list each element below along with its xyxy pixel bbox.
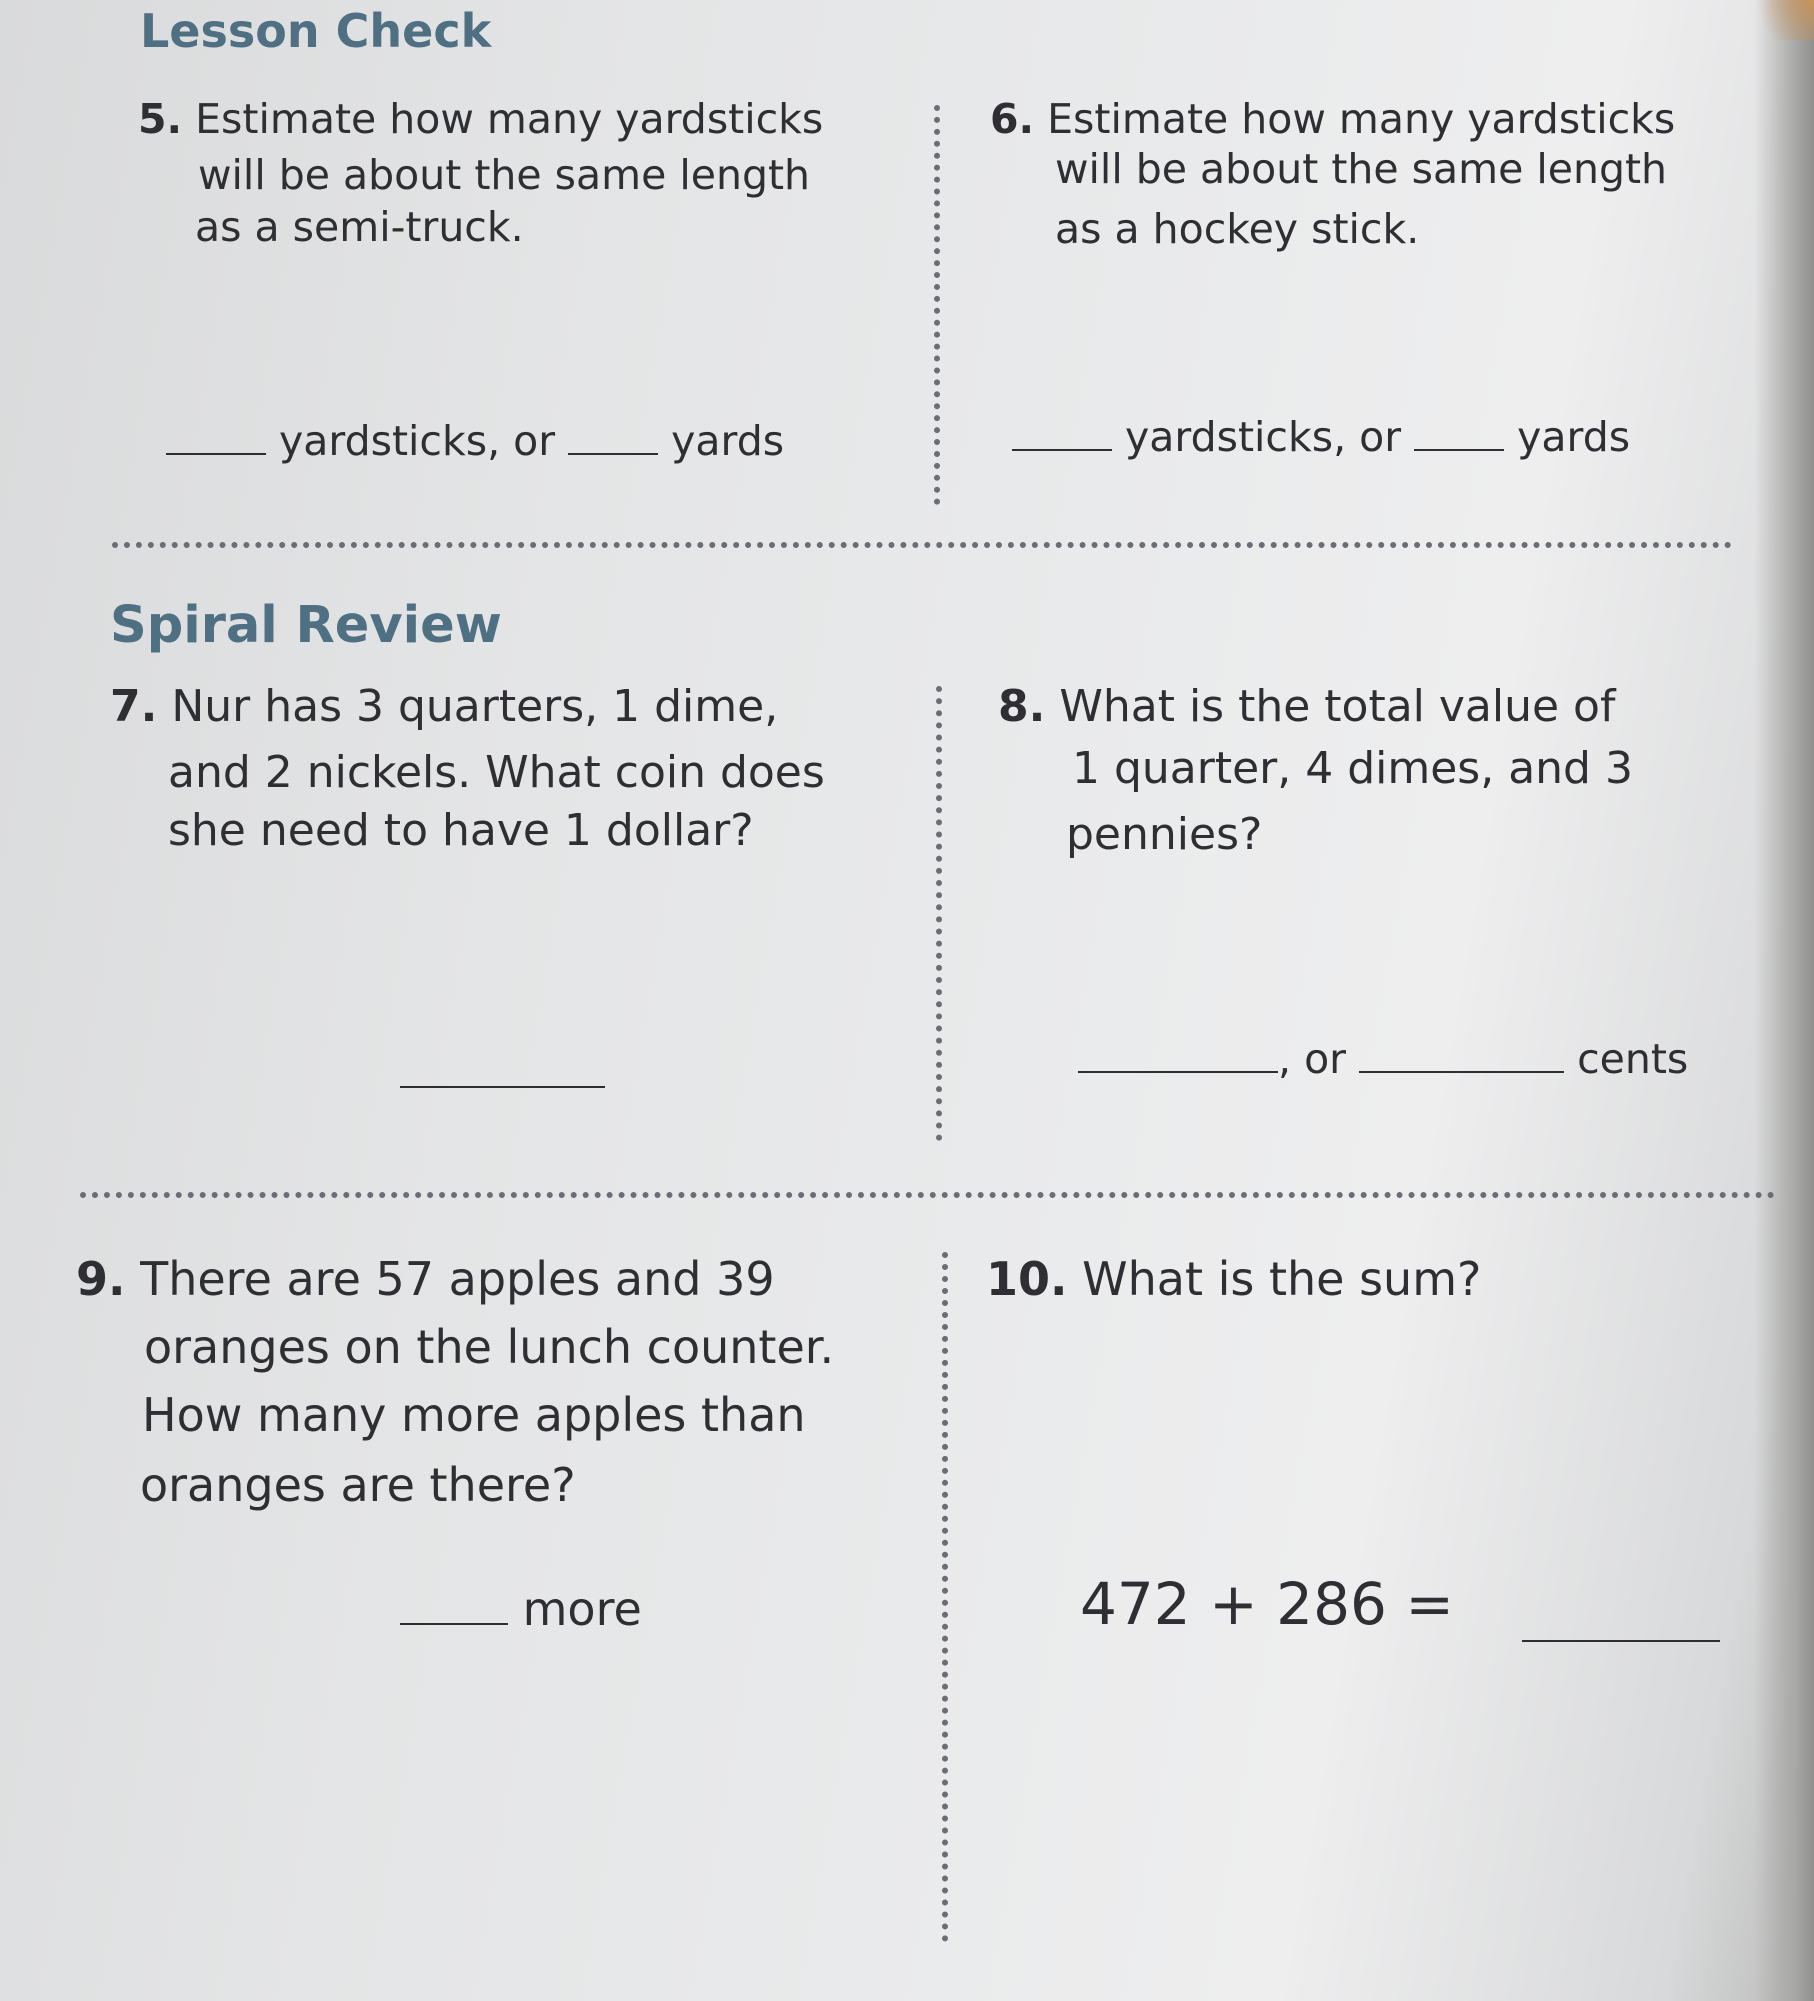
- question-9: [76, 1250, 775, 1308]
- question-6-answer: [1012, 408, 1630, 466]
- vertical-divider-2: [936, 686, 942, 1141]
- question-5-line-1: Estimate how many yardsticks: [195, 95, 824, 143]
- question-8-line-1: What is the total value of: [1059, 681, 1616, 732]
- question-5: [138, 90, 823, 148]
- question-7-number: 7.: [110, 681, 158, 732]
- question-8-line-2: 1 quarter, 4 dimes, and 3: [1072, 743, 1633, 794]
- spiral-review-heading: Spiral Review: [110, 596, 502, 655]
- vertical-divider-1: [934, 105, 940, 505]
- question-8-number: 8.: [998, 681, 1046, 732]
- lesson-check-heading: Lesson Check: [140, 4, 492, 58]
- answer-blank-cents[interactable]: [1359, 1067, 1564, 1073]
- question-6-line-3: as a hockey stick.: [1055, 205, 1420, 253]
- question-6-line-2: will be about the same length: [1055, 145, 1668, 193]
- question-10-equation: 472 + 286 =: [1080, 1570, 1454, 1638]
- question-5-number: 5.: [138, 95, 183, 143]
- question-7: [110, 678, 778, 736]
- horizontal-divider-2: [80, 1192, 1775, 1198]
- answer-blank-coin[interactable]: [400, 1082, 605, 1088]
- answer-text-yardsticks-or: yardsticks, or: [1125, 413, 1402, 461]
- answer-blank-yardsticks[interactable]: [166, 449, 266, 455]
- answer-blank-dollars[interactable]: [1078, 1067, 1278, 1073]
- answer-text-yards: yards: [1517, 413, 1631, 461]
- question-5-answer: [166, 412, 784, 470]
- question-10-line-1: What is the sum?: [1082, 1252, 1482, 1306]
- question-7-line-1: Nur has 3 quarters, 1 dime,: [171, 681, 779, 732]
- page-shadow-edge: [1754, 0, 1814, 2001]
- question-6-line-1: Estimate how many yardsticks: [1047, 95, 1676, 143]
- answer-blank-yardsticks[interactable]: [1012, 445, 1112, 451]
- question-9-answer: [400, 1580, 642, 1638]
- answer-text-or: , or: [1278, 1035, 1347, 1083]
- question-8-line-3: pennies?: [1066, 809, 1263, 860]
- question-10-number: 10.: [986, 1252, 1068, 1306]
- horizontal-divider-1: [112, 542, 1732, 548]
- answer-text-more: more: [522, 1582, 642, 1636]
- question-9-line-2: oranges on the lunch counter.: [144, 1320, 835, 1374]
- question-5-line-2: will be about the same length: [198, 151, 811, 199]
- question-9-number: 9.: [76, 1252, 126, 1306]
- answer-blank-yards[interactable]: [568, 449, 658, 455]
- question-5-line-3: as a semi-truck.: [195, 203, 524, 251]
- answer-text-yardsticks-or: yardsticks, or: [279, 417, 556, 465]
- answer-blank-yards[interactable]: [1414, 445, 1504, 451]
- question-9-line-1: There are 57 apples and 39: [140, 1252, 775, 1306]
- question-6-number: 6.: [990, 95, 1035, 143]
- answer-text-yards: yards: [671, 417, 785, 465]
- question-7-line-2: and 2 nickels. What coin does: [168, 747, 825, 798]
- question-9-line-4: oranges are there?: [140, 1458, 576, 1512]
- question-7-line-3: she need to have 1 dollar?: [168, 805, 754, 856]
- answer-blank-more[interactable]: [400, 1619, 508, 1625]
- page-corner-tint: [1744, 0, 1814, 40]
- question-10: [986, 1250, 1481, 1308]
- question-8: [998, 678, 1615, 736]
- question-9-line-3: How many more apples than: [142, 1388, 806, 1442]
- answer-text-cents: cents: [1577, 1035, 1689, 1083]
- question-8-answer: [1078, 1030, 1688, 1088]
- answer-blank-sum[interactable]: [1522, 1636, 1720, 1642]
- vertical-divider-3: [942, 1252, 948, 1942]
